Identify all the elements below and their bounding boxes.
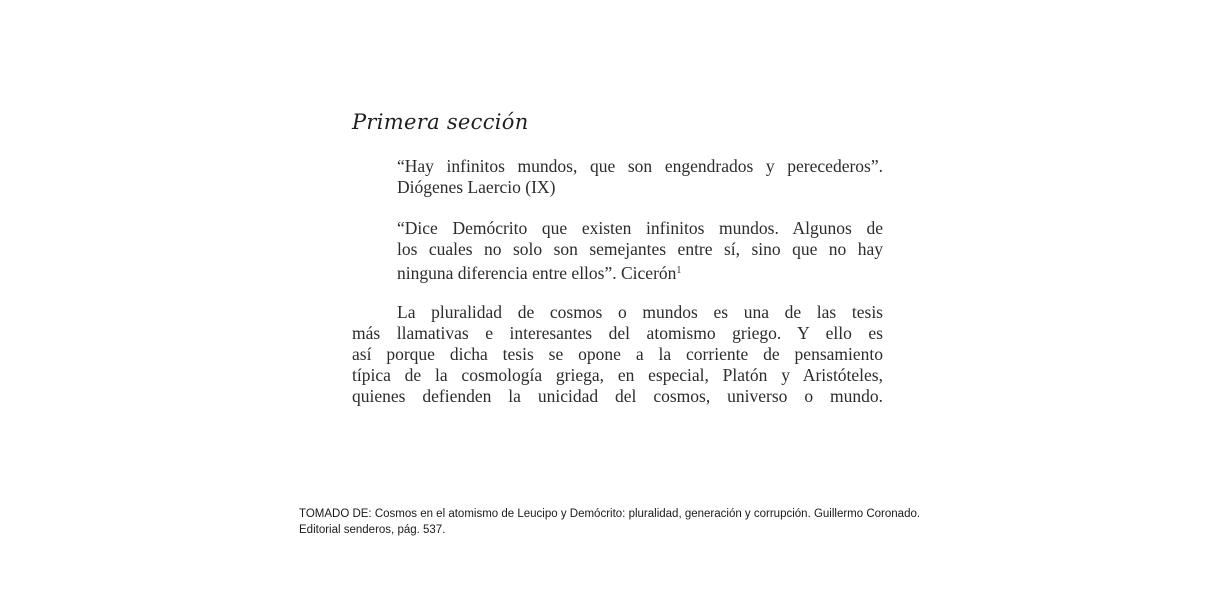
paragraph-line1: La pluralidad de cosmos o mundos es una de las tesis <box>397 302 883 322</box>
paragraph-line2: más llamativas e interesantes del atomismo griego. Y ello es <box>352 323 883 343</box>
quote1-attribution: Diógenes Laercio (IX) <box>397 177 556 197</box>
footnote-mark: 1 <box>676 265 682 276</box>
quote2-line3-text: ninguna diferencia entre ellos”. Cicerón <box>397 263 677 283</box>
quote2-line3 <box>397 260 681 284</box>
caption-line1: TOMADO DE: Cosmos en el atomismo de Leucipo y Demócrito: pluralidad, generación y corrupción. Guillermo Coronado. <box>299 508 921 520</box>
scanned-excerpt <box>350 104 888 414</box>
paragraph-line3: así porque dicha tesis se opone a la corriente de pensamiento <box>352 344 883 364</box>
paragraph-line5: quienes defienden la unicidad del cosmos, universo o mundo. <box>352 386 883 406</box>
quote1-line1: “Hay infinitos mundos, que son engendrados y perecederos”. <box>397 156 883 176</box>
section-heading: Primera sección <box>352 110 529 134</box>
quote2-line1: “Dice Demócrito que existen infinitos mundos. Algunos de <box>397 218 883 238</box>
source-caption <box>299 506 979 538</box>
quote2-line2: los cuales no solo son semejantes entre sí, sino que no hay <box>397 239 883 259</box>
paragraph-line4: típica de la cosmología griega, en especial, Platón y Aristóteles, <box>352 365 883 385</box>
caption-line2: Editorial senderos, pág. 537. <box>299 524 446 536</box>
